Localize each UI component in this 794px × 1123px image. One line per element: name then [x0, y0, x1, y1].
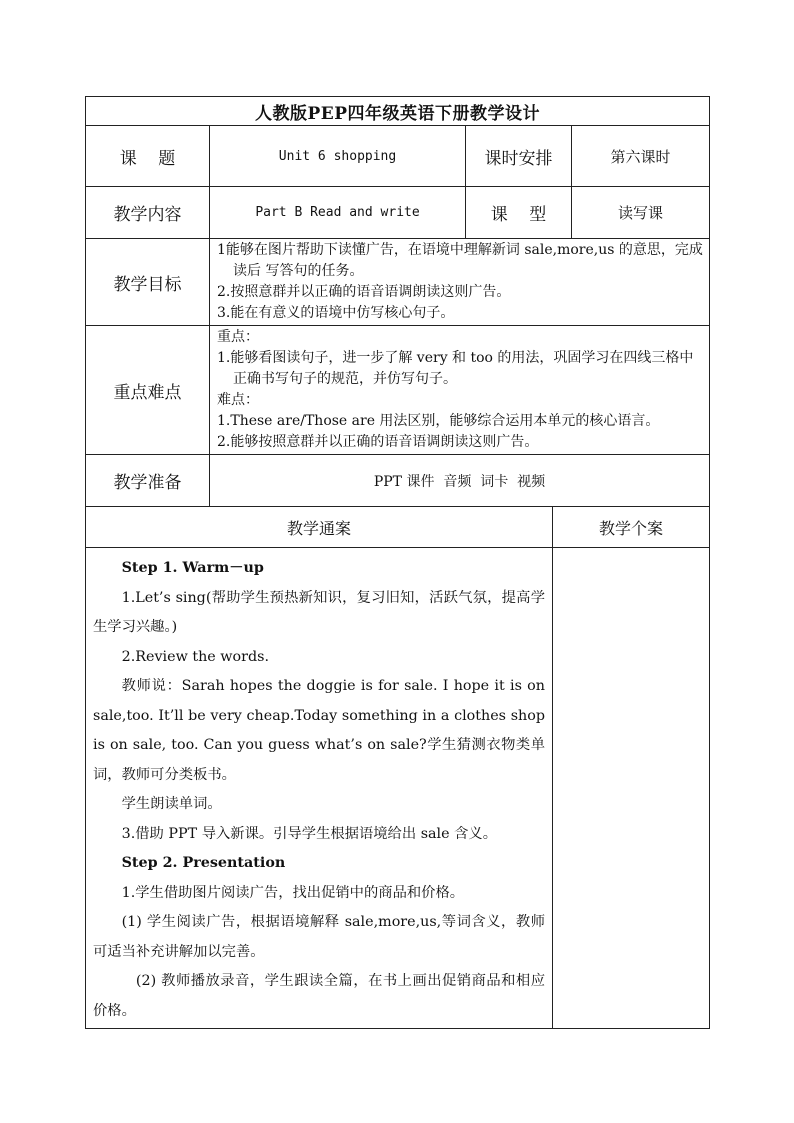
procedure-paragraph: (2) 教师播放录音，学生跟读全篇，在书上画出促销商品和相应价格。: [93, 973, 545, 1019]
objectives-list: [210, 239, 710, 326]
key-points-list: [210, 326, 710, 455]
key-points-label: 重点难点: [86, 326, 210, 455]
procedure-paragraph: 3.借助 PPT 导入新课。引导学生根据语境给出 sale 含义。: [121, 825, 498, 842]
objective-item: 2.按照意群并以正确的语音语调朗读这则广告。: [217, 284, 511, 300]
procedure-paragraph: 2.Review the words.: [121, 648, 270, 665]
objective-item: 3.能在有意义的语境中仿写核心句子。: [217, 305, 455, 321]
general-plan-header: 教学通案: [86, 507, 553, 548]
preparation-value: PPT 课件 音频 词卡 视频: [210, 455, 710, 507]
content-label: 教学内容: [86, 187, 210, 239]
step-heading: Step 1. Warm－up: [121, 560, 264, 576]
individual-plan-header: 教学个案: [553, 507, 710, 548]
topic-value: Unit 6 shopping: [210, 126, 466, 187]
topic-label: 课 题: [86, 126, 210, 187]
schedule-label: 课时安排: [466, 126, 572, 187]
key-point-item: 1.能够看图读句子，进一步了解 very 和 too 的用法，巩固学习在四线三格中正确书写句子的规范，并仿写句子。: [217, 350, 694, 387]
objectives-label: 教学目标: [86, 239, 210, 326]
difficulty-item: 1.These are/Those are 用法区别，能够综合运用本单元的核心语言。: [217, 413, 660, 429]
lesson-type-label: 课 型: [466, 187, 572, 239]
lesson-plan-table: [85, 96, 710, 1029]
key-points-row: [86, 326, 710, 455]
objectives-row: [86, 239, 710, 326]
individual-plan-cell: [553, 548, 710, 1029]
procedure-paragraph: 学生朗读单词。: [121, 796, 222, 812]
content-row: [86, 187, 710, 239]
content-value: Part B Read and write: [210, 187, 466, 239]
step-heading: Step 2. Presentation: [121, 855, 286, 871]
schedule-value: 第六课时: [572, 126, 710, 187]
preparation-label: 教学准备: [86, 455, 210, 507]
procedure-row: [86, 548, 710, 1029]
document-title: 人教版PEP四年级英语下册教学设计: [86, 97, 710, 126]
procedure-paragraph: 1.学生借助图片阅读广告，找出促销中的商品和价格。: [121, 884, 465, 901]
lesson-type-value: 读写课: [572, 187, 710, 239]
difficulty-item: 2.能够按照意群并以正确的语音语调朗读这则广告。: [217, 434, 539, 450]
procedure-paragraph: 教师说：Sarah hopes the doggie is for sale. I hope it is on sale,too. It’ll be very cheap.Today something in a clothes shop is on sale, too. Can you guess what’s on sale?学生猜测衣物类单词，教师可分类板书。: [93, 678, 545, 783]
procedure-paragraph: 1.Let’s sing(帮助学生预热新知识，复习旧知，活跃气氛，提高学生学习兴趣。): [93, 589, 545, 635]
key-points-heading: 重点：: [217, 329, 259, 345]
title-row: [86, 97, 710, 126]
objective-item: 1能够在图片帮助下读懂广告，在语境中理解新词 sale,more,us 的意思，完成读后 写答句的任务。: [217, 242, 703, 279]
difficulty-heading: 难点：: [217, 392, 259, 408]
procedure-content: [86, 548, 553, 1029]
topic-row: [86, 126, 710, 187]
preparation-row: [86, 455, 710, 507]
section-header-row: [86, 507, 710, 548]
procedure-paragraph: (1) 学生阅读广告，根据语境解释 sale,more,us,等词含义，教师可适当补充讲解加以完善。: [93, 914, 545, 960]
